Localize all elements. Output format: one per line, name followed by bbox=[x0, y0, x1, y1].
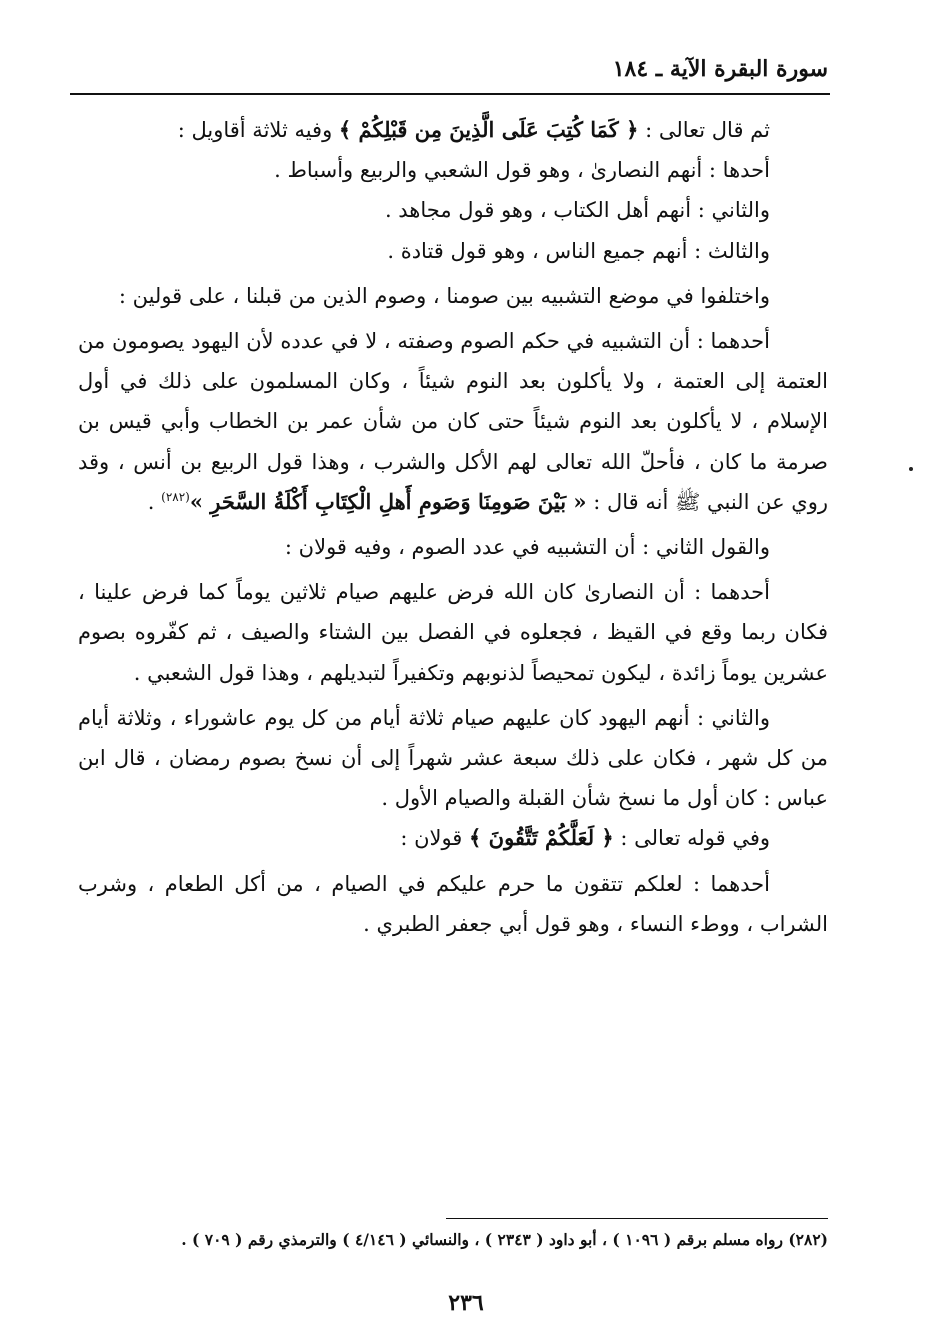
scan-speck bbox=[909, 467, 913, 471]
header-rule bbox=[70, 93, 830, 95]
p6-text: أحدهما : أن التشبيه في حكم الصوم وصفته ، لا في عدده لأن اليهود يصومون من العتمة إلى العتمة ، ولا يأكلون بعد النوم شيئاً ، وكان المسلمون على ذلك في أول الإسلام ، لا يأكلون بعد النوم شيئاً حتى كان من شأن عمر بن الخطاب وأبي قيس بن صرمة ما كان ، فأحلّ الله تعالى لهم الأكل والشرب ، وهذا قول الربيع بن أنس ، وقد روي عن النبي ﷺ أنه قال : bbox=[78, 329, 828, 514]
paragraph-2: أحدها : أنهم النصارىٰ ، وهو قول الشعبي والربيع وأسباط . bbox=[274, 158, 770, 183]
paragraph-3: والثاني : أنهم أهل الكتاب ، وهو قول مجاهد . bbox=[384, 198, 770, 223]
paragraph-9: والثاني : أنهم اليهود كان عليهم صيام ثلاثة أيام من كل يوم عاشوراء ، وثلاثة أيام من كل شهر ، فكان على ذلك سبعة عشر شهراً إلى أن نسخ بصوم رمضان ، قال ابن عباس : كان أول ما نسخ شأن القبلة والصيام الأول . bbox=[78, 705, 828, 811]
paragraph-10 bbox=[78, 818, 828, 858]
paragraph-7: والقول الثاني : أن التشبيه في عدد الصوم ، وفيه قولان : bbox=[284, 535, 770, 560]
footnote: (٢٨٢) رواه مسلم برقم ( ١٠٩٦ ) ، أبو داود ( ٢٣٤٣ ) ، والنسائي ( ٤/١٤٦ ) والترمذي رقم ( ٧٠٩ ) . bbox=[181, 1230, 828, 1249]
paragraph-4: والثالث : أنهم جميع الناس ، وهو قول قتادة . bbox=[387, 238, 770, 263]
footnote-ref: (٢٨٢) bbox=[161, 489, 190, 504]
p10-intro: وفي قوله تعالى : bbox=[613, 826, 770, 851]
p1-intro: ثم قال تعالى : bbox=[638, 118, 770, 142]
p6-end: . bbox=[147, 489, 162, 514]
quran-verse-2: ﴿ لَعَلَّكُمْ تَتَّقُونَ ﴾ bbox=[469, 825, 614, 851]
quran-verse-1: ﴿ كَمَا كُتِبَ عَلَى الَّذِينَ مِن قَبْلِكُمْ ﴾ bbox=[338, 117, 639, 142]
main-text bbox=[78, 110, 828, 944]
paragraph-11: أحدهما : لعلكم تتقون ما حرم عليكم في الصيام ، من أكل الطعام ، وشرب الشراب ، ووطء النساء ، وهو قول أبي جعفر الطبري . bbox=[78, 871, 828, 936]
p1-rest: وفيه ثلاثة أقاويل : bbox=[177, 118, 339, 142]
footnote-rule bbox=[446, 1218, 828, 1219]
running-head: سورة البقرة الآية ـ ١٨٤ bbox=[612, 56, 828, 82]
paragraph-6 bbox=[78, 321, 828, 522]
paragraph-8: أحدهما : أن النصارىٰ كان الله فرض عليهم صيام ثلاثين يوماً كما فرض علينا ، فكان ربما وقع في القيظ ، فجعلوه في الفصل بين الشتاء والصيف ، ثم كفّروه بصوم عشرين يوماً زائدة ، ليكون تمحيصاً لذنوبهم وتكفيراً لتبديلهم ، وهذا قول الشعبي . bbox=[78, 580, 828, 685]
paragraph-5: واختلفوا في موضع التشبيه بين صومنا ، وصوم الذين من قبلنا ، على قولين : bbox=[118, 283, 770, 308]
page-number: ٢٣٦ bbox=[448, 1290, 484, 1316]
p10-rest: قولان : bbox=[400, 826, 470, 851]
paragraph-1 bbox=[78, 110, 828, 150]
hadith-quote: « بَيْنَ صَومِنَا وَصَومِ أَهلِ الْكِتَابِ أَكْلَةُ السَّحَرِ » bbox=[189, 488, 587, 514]
